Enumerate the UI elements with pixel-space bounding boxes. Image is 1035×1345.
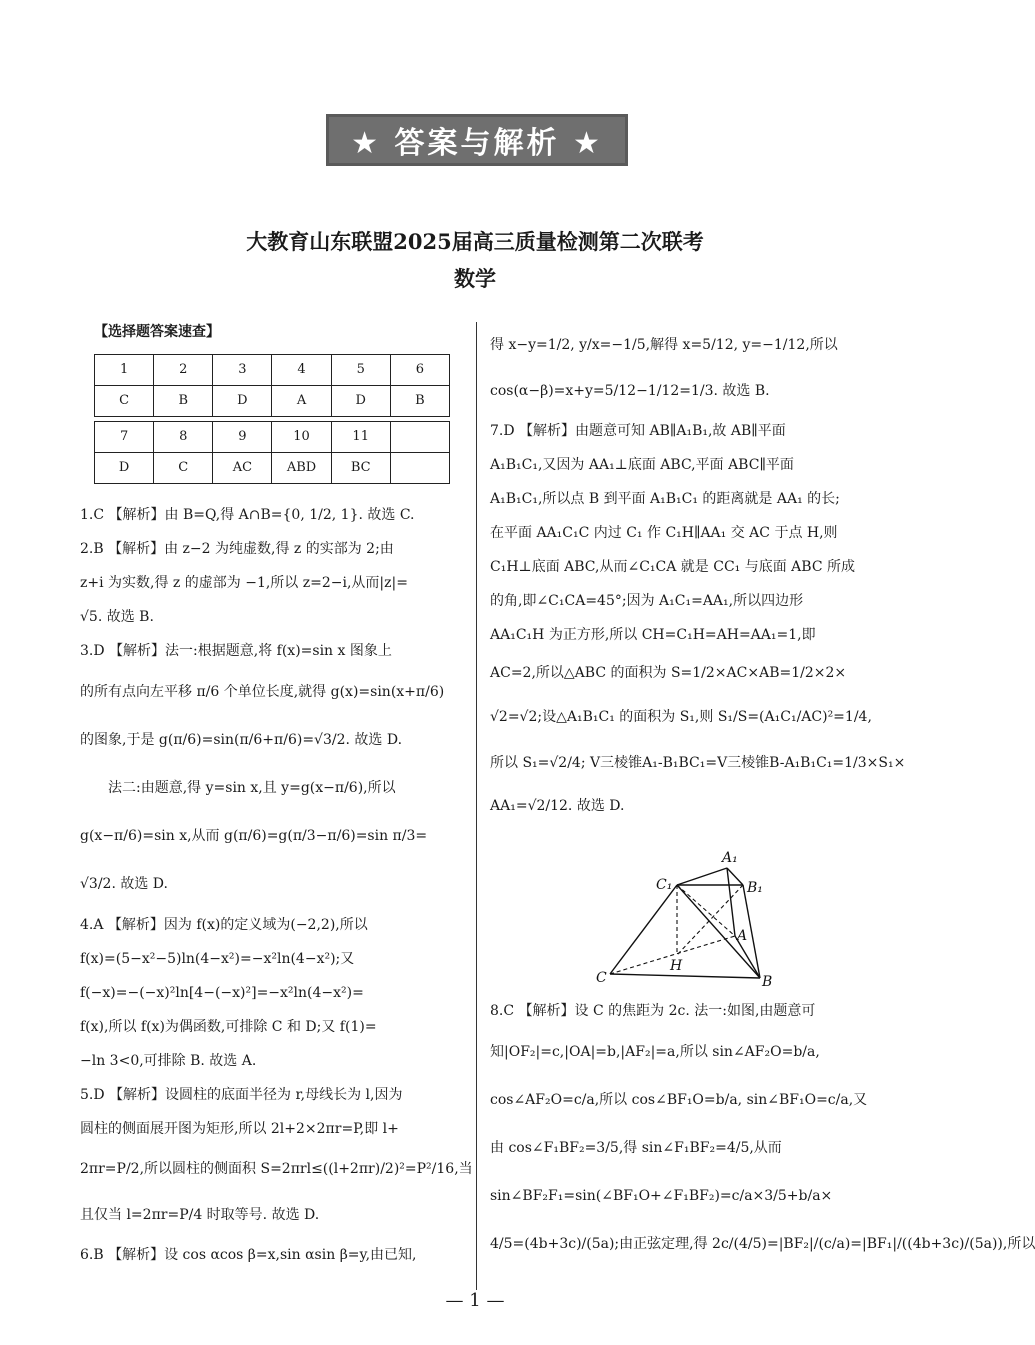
solution-line: √3/2. 故选 D. bbox=[80, 876, 168, 892]
table-cell: 1 bbox=[95, 355, 154, 386]
solution-line: 圆柱的侧面展开图为矩形,所以 2l+2×2πr=P,即 l+ bbox=[80, 1121, 399, 1137]
left-column bbox=[80, 322, 473, 1272]
solution-line: AC=2,所以△ABC 的面积为 S=1/2×AC×AB=1/2×2× bbox=[490, 665, 847, 681]
solution-line: C₁H⊥底面 ABC,从而∠C₁CA 就是 CC₁ 与底面 ABC 所成 bbox=[490, 559, 856, 575]
label-a1: A₁ bbox=[722, 850, 738, 866]
label-h: H bbox=[670, 958, 683, 974]
solution-line: f(−x)=−(−x)²ln[4−(−x)²]=−x²ln(4−x²)= bbox=[80, 985, 364, 1001]
table-cell: 2 bbox=[154, 355, 213, 386]
solution-line: √5. 故选 B. bbox=[80, 609, 154, 625]
table-cell: B bbox=[390, 386, 449, 417]
table-cell: 6 bbox=[390, 355, 449, 386]
edge-c1a bbox=[677, 885, 735, 936]
label-b1: B₁ bbox=[747, 880, 763, 896]
subject-title: 数学 bbox=[454, 266, 496, 291]
column-divider bbox=[476, 322, 477, 1290]
answer-banner: ★ 答案与解析 ★ bbox=[326, 114, 628, 166]
table-cell: 4 bbox=[272, 355, 331, 386]
solution-line: 3.D 【解析】法一:根据题意,将 f(x)=sin x 图象上 bbox=[80, 643, 392, 659]
solution-line: 7.D 【解析】由题意可知 AB∥A₁B₁,故 AB∥平面 bbox=[490, 423, 786, 439]
table-cell: D bbox=[95, 453, 154, 484]
solution-line: 知|OF₂|=c,|OA|=b,|AF₂|=a,所以 sin∠AF₂O=b/a, bbox=[490, 1044, 820, 1060]
edge-cc1 bbox=[610, 885, 677, 974]
solution-line: 的图象,于是 g(π/6)=sin(π/6+π/6)=√3/2. 故选 D. bbox=[80, 732, 403, 748]
table-cell: 8 bbox=[154, 422, 213, 453]
solution-line: −ln 3<0,可排除 B. 故选 A. bbox=[80, 1053, 257, 1069]
table-cell: AC bbox=[213, 453, 272, 484]
table-row bbox=[95, 386, 450, 417]
pyramid-diagram bbox=[490, 826, 874, 990]
solution-line: 得 x−y=1/2, y/x=−1/5,解得 x=5/12, y=−1/12,所以 bbox=[490, 337, 838, 353]
edge-a1a bbox=[727, 868, 735, 936]
solution-line: A₁B₁C₁,又因为 AA₁⊥底面 ABC,平面 ABC∥平面 bbox=[490, 457, 794, 473]
table-cell: 5 bbox=[331, 355, 390, 386]
answer-table bbox=[94, 354, 450, 484]
solution-line: g(x−π/6)=sin x,从而 g(π/6)=g(π/3−π/6)=sin π/3= bbox=[80, 828, 428, 844]
table-cell: 10 bbox=[272, 422, 331, 453]
table-cell bbox=[390, 453, 449, 484]
table-cell: 7 bbox=[95, 422, 154, 453]
solution-line: 2.B 【解析】由 z−2 为纯虚数,得 z 的实部为 2;由 bbox=[80, 541, 394, 557]
solution-line: 在平面 AA₁C₁C 内过 C₁ 作 C₁H∥AA₁ 交 AC 于点 H,则 bbox=[490, 525, 838, 541]
solution-line: 法二:由题意,得 y=sin x,且 y=g(x−π/6),所以 bbox=[108, 780, 396, 796]
exam-title: 大教育山东联盟2025届高三质量检测第二次联考 bbox=[246, 229, 704, 254]
label-c1: C₁ bbox=[656, 877, 673, 893]
table-cell: A bbox=[272, 386, 331, 417]
label-b: B bbox=[762, 974, 773, 990]
solution-line: AA₁C₁H 为正方形,所以 CH=C₁H=AH=AA₁=1,即 bbox=[490, 627, 816, 643]
table-cell: ABD bbox=[272, 453, 331, 484]
solution-line: z+i 为实数,得 z 的虚部为 −1,所以 z=2−i,从而|z|= bbox=[80, 575, 408, 591]
solution-line: f(x)=(5−x²−5)ln(4−x²)=−x²ln(4−x²);又 bbox=[80, 951, 355, 967]
solution-line: 5.D 【解析】设圆柱的底面半径为 r,母线长为 l,因为 bbox=[80, 1087, 403, 1103]
solution-line: cos(α−β)=x+y=5/12−1/12=1/3. 故选 B. bbox=[490, 383, 770, 399]
table-cell: C bbox=[95, 386, 154, 417]
table-cell: C bbox=[154, 453, 213, 484]
solution-line: cos∠AF₂O=c/a,所以 cos∠BF₁O=b/a, sin∠BF₁O=c/a,又 bbox=[490, 1092, 868, 1108]
label-c: C bbox=[596, 970, 607, 986]
solution-line: 2πr=P/2,所以圆柱的侧面积 S=2πrl≤((l+2πr)/2)²=P²/16,当 bbox=[80, 1161, 473, 1177]
edge-c1b bbox=[677, 885, 760, 978]
solution-line: 且仅当 l=2πr=P/4 时取等号. 故选 D. bbox=[80, 1207, 320, 1223]
table-cell: D bbox=[213, 386, 272, 417]
table-row bbox=[95, 453, 450, 484]
table-cell: BC bbox=[331, 453, 390, 484]
table-cell: 9 bbox=[213, 422, 272, 453]
pyramid-figure bbox=[490, 826, 874, 990]
table-cell: 11 bbox=[331, 422, 390, 453]
label-a: A bbox=[737, 928, 748, 944]
solution-line: 所以 S₁=√2/4; V三棱锥A₁-B₁BC₁=V三棱锥B-A₁B₁C₁=1/3×S₁× bbox=[490, 755, 906, 771]
solution-line: 1.C 【解析】由 B=Q,得 A∩B={0, 1/2, 1}. 故选 C. bbox=[80, 507, 415, 523]
solution-line: 的所有点向左平移 π/6 个单位长度,就得 g(x)=sin(x+π/6) bbox=[80, 684, 445, 700]
page-number: — 1 — bbox=[445, 1290, 505, 1311]
solution-line: 的角,即∠C₁CA=45°;因为 A₁C₁=AA₁,所以四边形 bbox=[490, 593, 804, 609]
solution-line: A₁B₁C₁,所以点 B 到平面 A₁B₁C₁ 的距离就是 AA₁ 的长; bbox=[490, 491, 840, 507]
table-cell: B bbox=[154, 386, 213, 417]
solution-line: 由 cos∠F₁BF₂=3/5,得 sin∠F₁BF₂=4/5,从而 bbox=[490, 1140, 782, 1156]
solution-line: √2=√2;设△A₁B₁C₁ 的面积为 S₁,则 S₁/S=(A₁C₁/AC)²=1/4, bbox=[490, 709, 872, 725]
solution-line: sin∠BF₂F₁=sin(∠BF₁O+∠F₁BF₂)=c/a×3/5+b/a× bbox=[490, 1188, 833, 1204]
quick-answer-heading: 【选择题答案速查】 bbox=[94, 324, 220, 340]
table-cell: 3 bbox=[213, 355, 272, 386]
table-row bbox=[95, 422, 450, 453]
table-cell bbox=[390, 422, 449, 453]
solution-line: AA₁=√2/12. 故选 D. bbox=[490, 798, 625, 814]
solution-line: 6.B 【解析】设 cos αcos β=x,sin αsin β=y,由已知, bbox=[80, 1247, 417, 1263]
edge-cb bbox=[610, 974, 760, 978]
solution-line: f(x),所以 f(x)为偶函数,可排除 C 和 D;又 f(1)= bbox=[80, 1019, 377, 1035]
solution-line: 4.A 【解析】因为 f(x)的定义域为(−2,2),所以 bbox=[80, 917, 368, 933]
table-row bbox=[95, 355, 450, 386]
edge-c1a1 bbox=[677, 868, 727, 885]
table-cell: D bbox=[331, 386, 390, 417]
solution-line: 4/5=(4b+3c)/(5a);由正弦定理,得 2c/(4/5)=|BF₂|/(c/a)=|BF₁|/((4b+3c)/(5a)),所以 bbox=[490, 1236, 1035, 1252]
solution-line: 8.C 【解析】设 C 的焦距为 2c. 法一:如图,由题意可 bbox=[490, 1003, 816, 1019]
right-column bbox=[490, 322, 1035, 1268]
